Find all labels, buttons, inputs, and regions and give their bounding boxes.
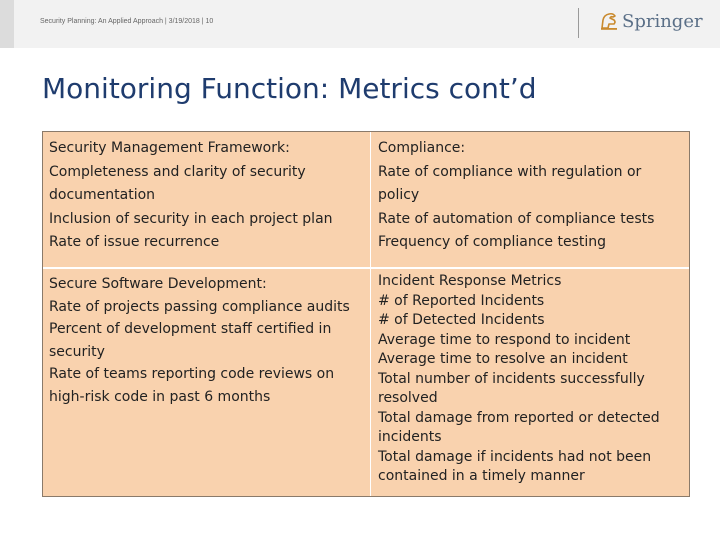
cell-incident-response-metrics [371, 269, 689, 496]
header-accent [0, 0, 14, 48]
cell-heading: Security Management Framework: [49, 140, 290, 156]
footer-citation: Security Planning: An Applied Approach | 3/19/2018 | 10 [40, 18, 214, 25]
cell-line: # of Detected Incidents [378, 312, 545, 328]
cell-line: high-risk code in past 6 months [49, 388, 271, 405]
cell-line: Total number of incidents successfully [378, 370, 645, 387]
cell-line: Average time to respond to incident [378, 331, 631, 348]
logo-divider [578, 8, 579, 38]
metrics-table [42, 131, 690, 497]
cell-line: Rate of compliance with regulation or [378, 163, 642, 180]
springer-logo [598, 10, 703, 32]
cell-secure-software-development [43, 269, 371, 496]
publisher-name: Springer [622, 10, 703, 32]
cell-line: Rate of teams reporting code reviews on [49, 366, 335, 382]
cell-line: Total damage from reported or detected [378, 409, 660, 426]
cell-line: resolved [378, 390, 438, 406]
cell-line: Rate of projects passing compliance audits [49, 298, 350, 315]
cell-line: Completeness and clarity of security [49, 163, 306, 180]
cell-compliance [371, 132, 689, 269]
cell-line: documentation [49, 187, 156, 203]
cell-line: Percent of development staff certified in [49, 321, 332, 337]
cell-heading: Compliance: [378, 140, 466, 156]
cell-line: Frequency of compliance testing [378, 234, 607, 250]
header-bar [0, 0, 720, 48]
cell-line: Average time to resolve an incident [378, 351, 628, 367]
cell-line: contained in a timely manner [378, 468, 585, 484]
cell-security-management-framework [43, 132, 371, 269]
cell-line: Rate of automation of compliance tests [378, 210, 655, 227]
slide-title: Monitoring Function: Metrics cont’d [42, 72, 537, 105]
springer-horse-icon [598, 10, 620, 32]
cell-line: incidents [378, 429, 442, 445]
cell-line: Total damage if incidents had not been [378, 448, 652, 465]
cell-line: Rate of issue recurrence [49, 234, 220, 250]
cell-heading: Secure Software Development: [49, 276, 267, 292]
cell-heading: Incident Response Metrics [378, 273, 562, 289]
cell-line: Inclusion of security in each project plan [49, 210, 333, 227]
cell-line: security [49, 343, 105, 360]
cell-line: policy [378, 187, 420, 203]
cell-line: # of Reported Incidents [378, 292, 545, 309]
